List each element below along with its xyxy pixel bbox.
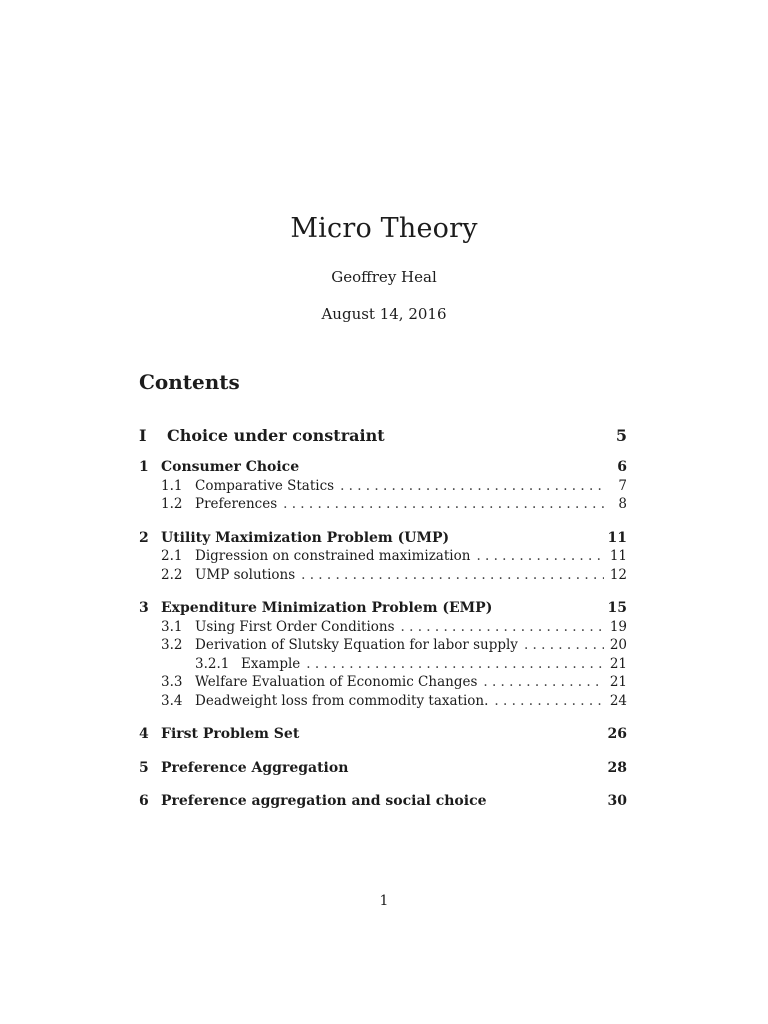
toc-chapter-group <box>139 458 627 514</box>
toc-section-number: 3.3 <box>161 674 183 690</box>
toc-chapter-title: Consumer Choice <box>161 459 300 475</box>
toc-chapter-number: 3 <box>139 600 149 616</box>
toc-part-number: I <box>139 426 147 445</box>
toc-section-page: 8 <box>618 496 627 512</box>
toc-section-title: Derivation of Slutsky Equation for labor supply <box>195 637 518 653</box>
toc-section-title: Using First Order Conditions <box>195 618 395 635</box>
toc-dot-leader <box>401 618 604 637</box>
toc-dot-leader <box>340 477 607 496</box>
toc-subsection-row[interactable] <box>139 655 627 674</box>
toc-dot-leader <box>524 636 604 655</box>
toc-chapter-group <box>139 529 627 585</box>
toc-section-number: 3.4 <box>161 692 183 709</box>
toc-section-row[interactable] <box>139 566 627 585</box>
toc-section-page: 7 <box>618 477 627 494</box>
toc-chapter-number: 6 <box>139 793 149 809</box>
toc-dot-leader <box>476 547 603 566</box>
toc-section-title: Comparative Statics <box>195 477 335 494</box>
toc-section-row[interactable] <box>139 636 627 655</box>
toc-dot-leader <box>494 692 603 711</box>
toc-dot-leader <box>301 566 604 585</box>
toc-section-title: UMP solutions <box>195 566 296 583</box>
toc-chapter-row[interactable] <box>139 529 627 548</box>
toc-chapter-title: Preference aggregation and social choice <box>161 793 487 809</box>
contents-heading: Contents <box>139 370 240 394</box>
toc-section-number: 3.1 <box>161 618 183 635</box>
toc-chapter-number: 5 <box>139 759 149 776</box>
toc-chapter-row[interactable] <box>139 759 627 778</box>
toc-chapter-number: 4 <box>139 726 149 742</box>
toc-part-page: 5 <box>615 426 627 445</box>
toc-subsection-number: 3.2.1 <box>195 655 230 672</box>
toc-chapter-group <box>139 792 627 811</box>
toc-chapter-page: 11 <box>607 529 627 546</box>
toc-section-page: 21 <box>609 674 627 690</box>
toc-section-row[interactable] <box>139 692 627 711</box>
toc-part-row[interactable] <box>139 424 627 448</box>
toc-section-row[interactable] <box>139 618 627 637</box>
toc-chapter-row[interactable] <box>139 458 627 477</box>
toc-chapter-number: 2 <box>139 529 149 546</box>
toc-section-page: 19 <box>609 618 627 635</box>
toc-chapter-title: Expenditure Minimization Problem (EMP) <box>161 600 493 616</box>
toc-part-title: Choice under constraint <box>167 426 385 445</box>
toc-dot-leader <box>283 495 607 514</box>
toc-section-number: 1.2 <box>161 496 183 512</box>
table-of-contents <box>139 424 627 826</box>
toc-dot-leader <box>306 655 604 674</box>
page-number: 1 <box>379 893 389 909</box>
toc-section-number: 2.2 <box>161 566 183 583</box>
toc-section-title: Preferences <box>195 496 278 512</box>
toc-section-number: 3.2 <box>161 637 183 653</box>
toc-chapter-number: 1 <box>139 459 149 475</box>
toc-chapter-row[interactable] <box>139 725 627 744</box>
toc-chapter-group <box>139 759 627 778</box>
toc-chapter-title: Utility Maximization Problem (UMP) <box>161 529 450 546</box>
document-date: August 14, 2016 <box>321 305 447 323</box>
toc-section-page: 11 <box>609 548 627 564</box>
toc-section-row[interactable] <box>139 673 627 692</box>
toc-section-title: Deadweight loss from commodity taxation. <box>195 692 489 709</box>
toc-section-number: 2.1 <box>161 548 183 564</box>
toc-section-row[interactable] <box>139 495 627 514</box>
toc-section-page: 12 <box>609 566 627 583</box>
document-title: Micro Theory <box>290 213 478 244</box>
toc-chapter-page: 6 <box>617 459 627 475</box>
toc-section-page: 20 <box>609 637 627 653</box>
toc-chapter-group <box>139 725 627 744</box>
toc-chapter-title: First Problem Set <box>161 726 300 742</box>
toc-section-title: Digression on constrained maximization <box>195 548 471 564</box>
toc-section-row[interactable] <box>139 477 627 496</box>
toc-chapter-row[interactable] <box>139 792 627 811</box>
toc-section-page: 24 <box>609 692 627 709</box>
toc-subsection-page: 21 <box>609 655 627 672</box>
document-author: Geoffrey Heal <box>331 268 437 286</box>
toc-section-title: Welfare Evaluation of Economic Changes <box>195 674 478 690</box>
toc-chapter-title: Preference Aggregation <box>161 759 349 776</box>
toc-dot-leader <box>483 673 603 692</box>
toc-chapter-page: 30 <box>607 793 627 809</box>
toc-section-row[interactable] <box>139 547 627 566</box>
toc-chapter-row[interactable] <box>139 599 627 618</box>
toc-chapter-group <box>139 599 627 710</box>
toc-chapter-page: 26 <box>607 726 627 742</box>
toc-section-number: 1.1 <box>161 477 183 494</box>
toc-subsection-title: Example <box>241 655 301 672</box>
toc-chapter-page: 15 <box>607 600 627 616</box>
toc-chapter-page: 28 <box>607 759 627 776</box>
